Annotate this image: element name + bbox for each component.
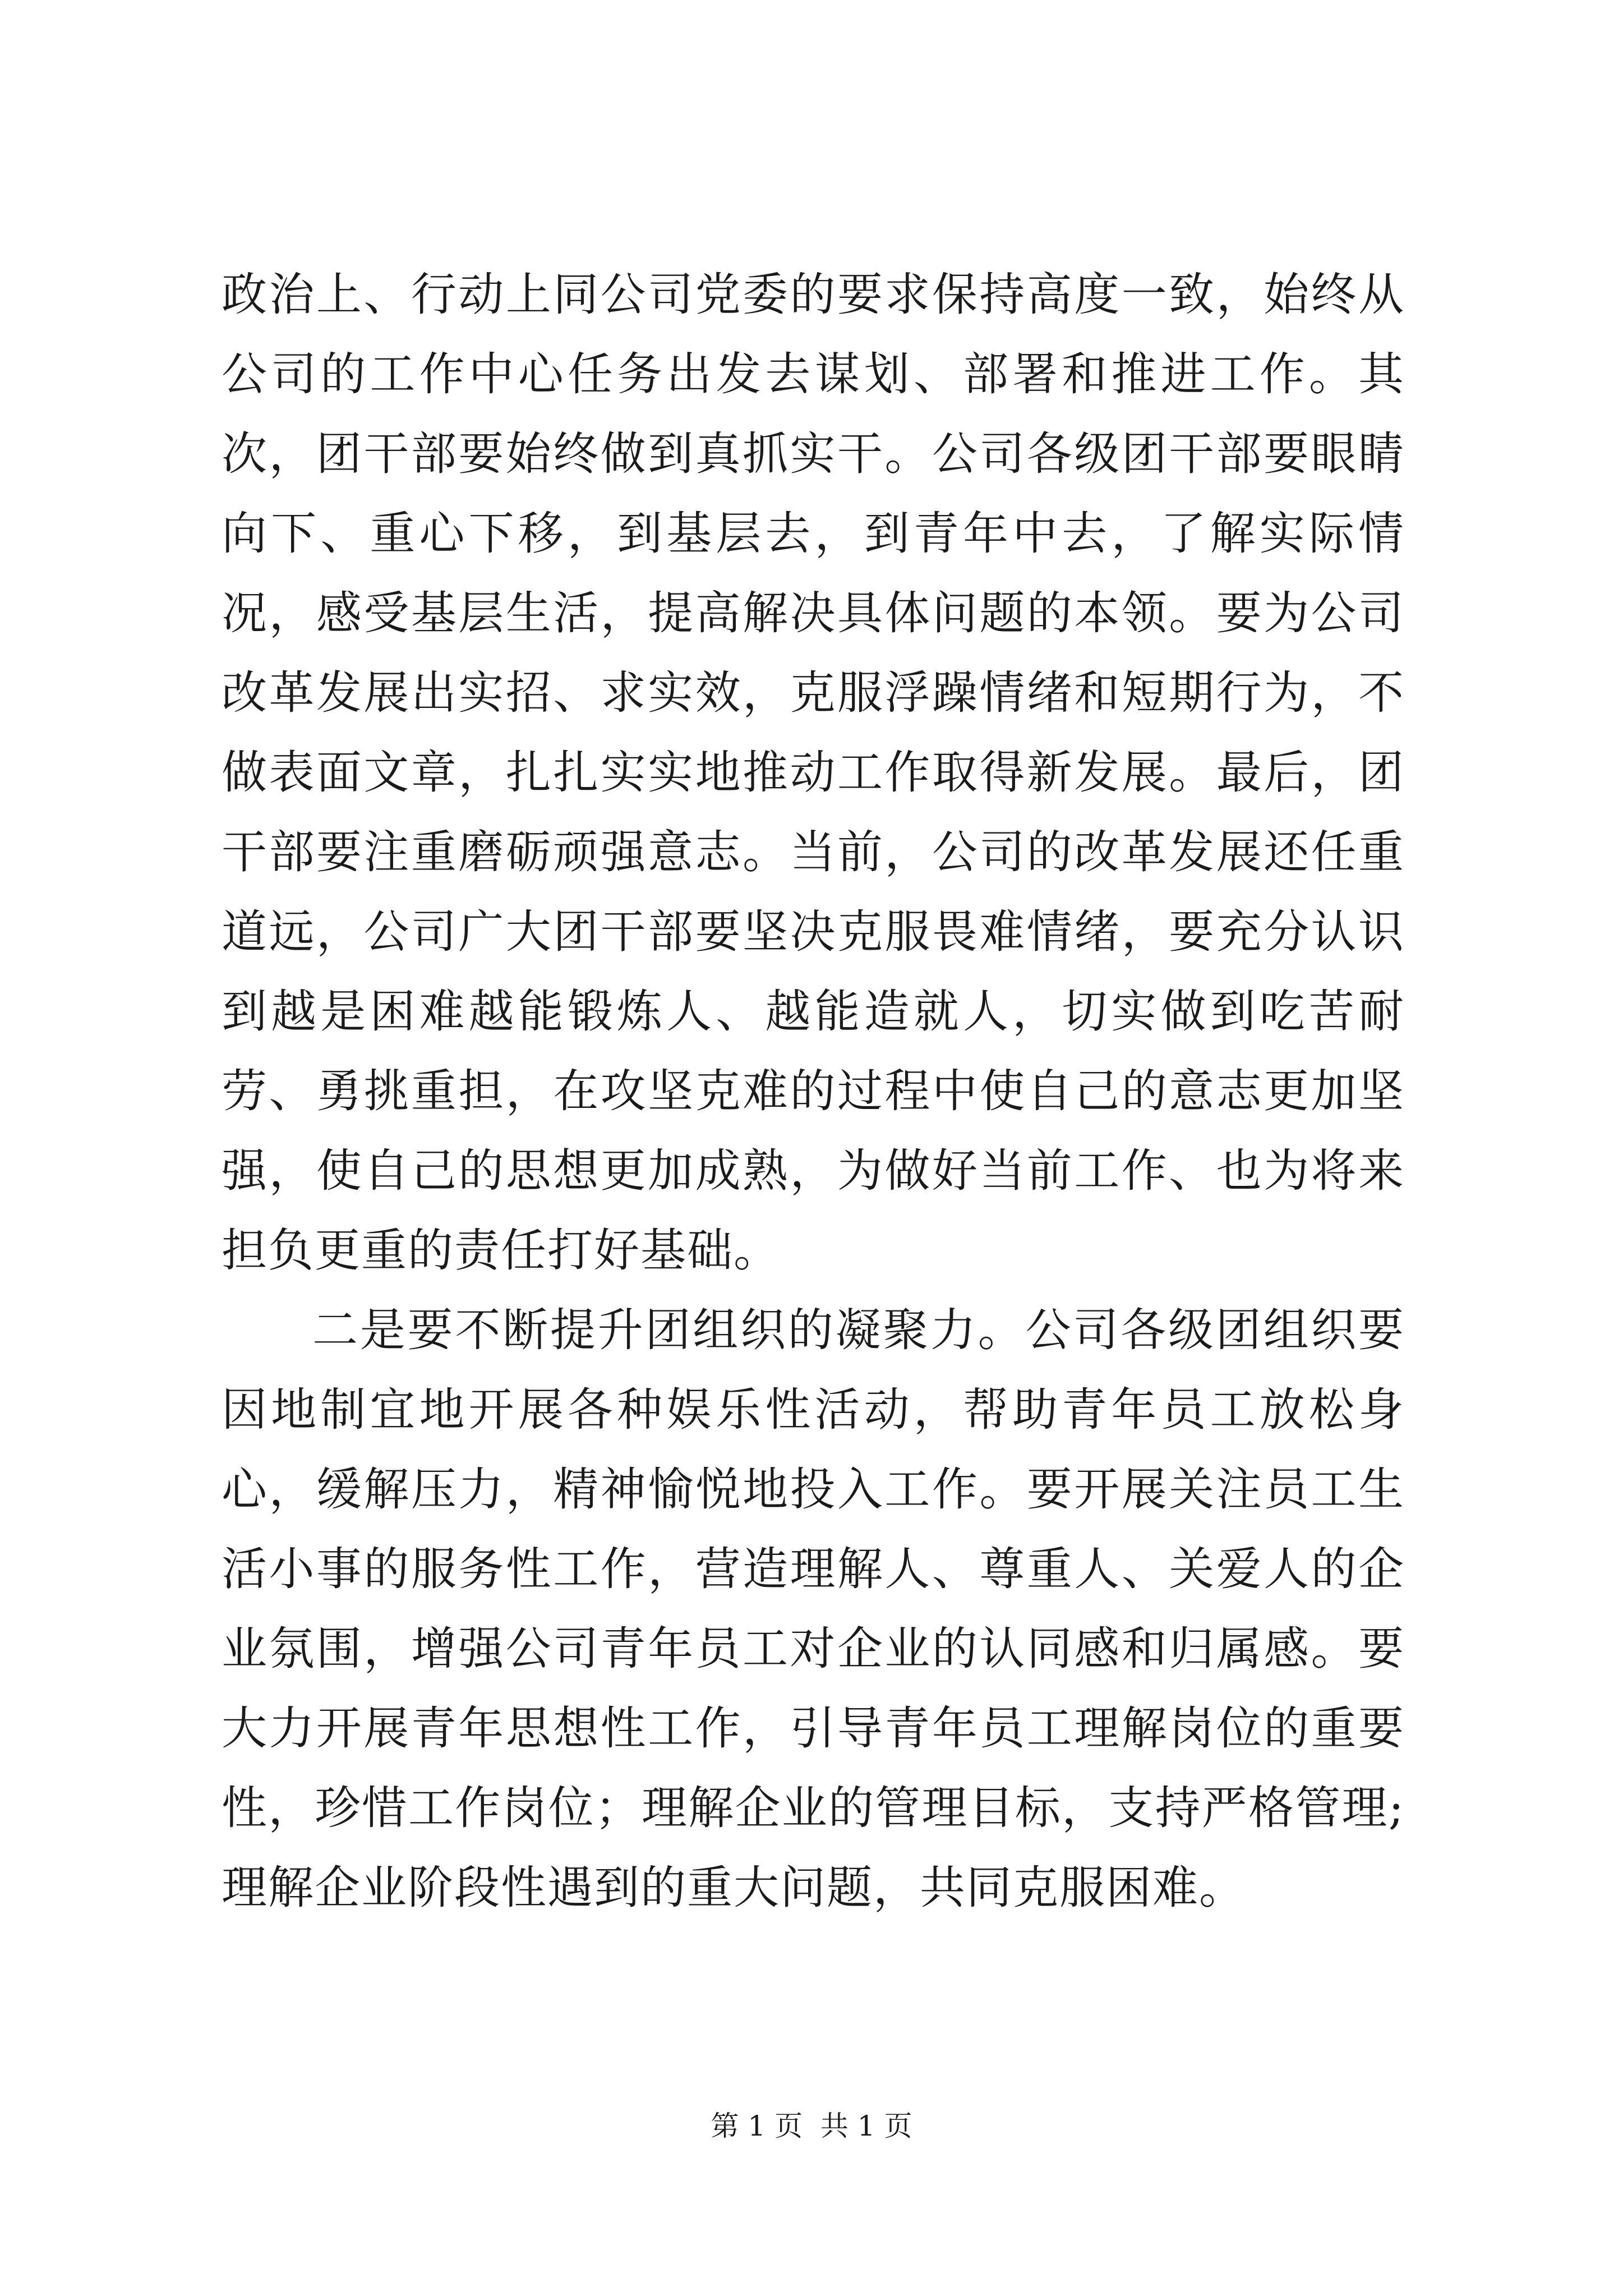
document-body bbox=[222, 255, 1405, 1928]
page-number-label: 第 1 页 共 1 页 bbox=[711, 2110, 912, 2142]
paragraph-1: 政治上、行动上同公司党委的要求保持高度一致，始终从公司的工作中心任务出发去谋划、部署和推进工作。其次，团干部要始终做到真抓实干。公司各级团干部要眼睛向下、重心下移，到基层去，到青年中去，了解实际情况，感受基层生活，提高解决具体问题的本领。要为公司改革发展出实招、求实效，克服浮躁情绪和短期行为，不做表面文章，扎扎实实地推动工作取得新发展。最后，团干部要注重磨砺顽强意志。当前，公司的改革发展还任重道远，公司广大团干部要坚决克服畏难情绪，要充分认识到越是困难越能锻炼人、越能造就人，切实做到吃苦耐劳、勇挑重担，在攻坚克难的过程中使自己的意志更加坚强，使自己的思想更加成熟，为做好当前工作、也为将来担负更重的责任打好基础。 bbox=[222, 269, 1405, 1277]
paragraph-2: 二是要不断提升团组织的凝聚力。公司各级团组织要因地制宜地开展各种娱乐性活动，帮助青年员工放松身心，缓解压力，精神愉悦地投入工作。要开展关注员工生活小事的服务性工作，营造理解人、尊重人、关爱人的企业氛围，增强公司青年员工对企业的认同感和归属感。要大力开展青年思想性工作，引导青年员工理解岗位的重要性，珍惜工作岗位；理解企业的管理目标，支持严格管理;理解企业阶段性遇到的重大问题，共同克服困难。 bbox=[222, 1304, 1405, 1915]
page-footer bbox=[0, 2106, 1623, 2146]
